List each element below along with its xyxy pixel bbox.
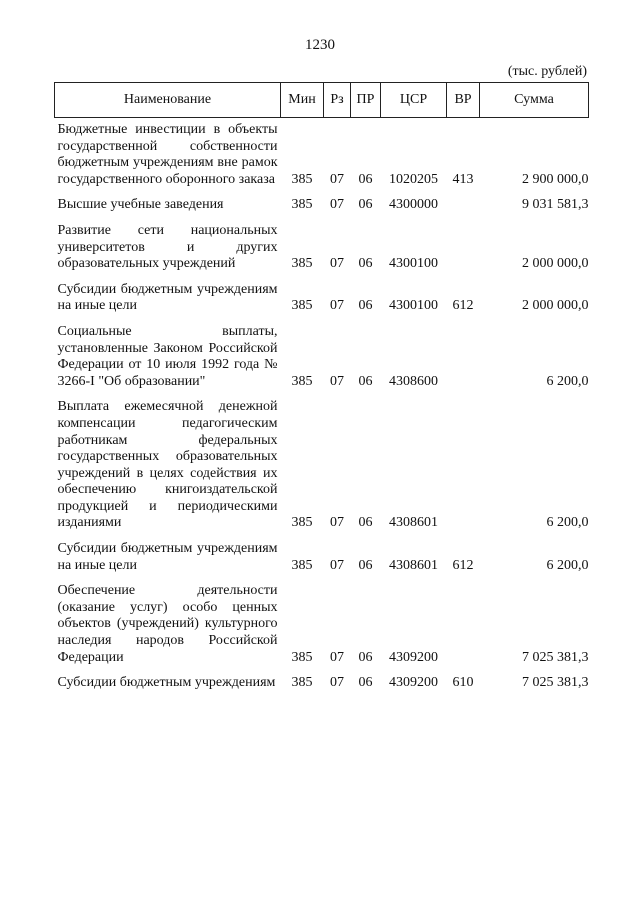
row-rz: 07	[330, 649, 344, 665]
row-sum: 2 000 000,0	[522, 298, 589, 314]
row-min: 385	[291, 373, 313, 389]
row-min: 385	[291, 649, 313, 665]
row-rz: 07	[330, 675, 344, 691]
row-pr: 06	[358, 515, 373, 531]
table-row	[55, 320, 589, 395]
row-pr: 06	[358, 171, 373, 187]
row-rz: 07	[330, 298, 344, 314]
row-csr: 4308601	[389, 557, 438, 573]
row-csr: 4309200	[389, 675, 438, 691]
row-pr: 06	[358, 256, 373, 272]
row-csr: 4300100	[389, 298, 438, 314]
row-rz: 07	[330, 557, 344, 573]
row-name: Субсидии бюджетным учреждениям на иные цели	[57, 281, 278, 314]
row-min: 385	[291, 557, 313, 573]
row-rz: 07	[330, 171, 344, 187]
header-csr: ЦСР	[381, 83, 447, 118]
units-label: (тыс. рублей)	[507, 64, 587, 79]
row-rz: 07	[330, 256, 344, 272]
header-sum: Сумма	[480, 83, 589, 118]
row-pr: 06	[358, 298, 373, 314]
row-vr	[447, 193, 480, 219]
header-name: Наименование	[55, 83, 281, 118]
header-vr: ВР	[447, 83, 480, 118]
row-vr: 612	[452, 557, 474, 573]
header-rz: Рз	[324, 83, 351, 118]
row-pr: 06	[358, 557, 373, 573]
row-name: Бюджетные инвестиции в объекты государственной собственности бюджетным учреждениям вне рамок государственного оборонного заказа	[57, 122, 278, 187]
table-row	[55, 219, 589, 278]
row-min: 385	[291, 197, 313, 213]
table-row	[55, 671, 589, 697]
row-name: Развитие сети национальных университетов и других образовательных учреждений	[57, 222, 278, 272]
budget-table	[54, 82, 589, 697]
table-row	[55, 537, 589, 579]
header-min: Мин	[281, 83, 324, 118]
row-name: Обеспечение деятельности (оказание услуг) особо ценных объектов (учреждений) культурного наследия народов Российской Федерации	[57, 583, 278, 665]
row-vr	[447, 395, 480, 537]
row-csr: 4300100	[389, 256, 438, 272]
row-sum: 2 000 000,0	[522, 256, 589, 272]
row-min: 385	[291, 515, 313, 531]
row-pr: 06	[358, 373, 373, 389]
row-rz: 07	[330, 515, 344, 531]
row-csr: 4308600	[389, 373, 438, 389]
page-number: 1230	[305, 37, 335, 53]
header-pr: ПР	[351, 83, 381, 118]
row-sum: 6 200,0	[546, 557, 589, 573]
row-name: Субсидии бюджетным учреждениям на иные цели	[57, 541, 278, 573]
row-pr: 06	[358, 675, 373, 691]
row-rz: 07	[330, 197, 344, 213]
table-row	[55, 579, 589, 671]
row-csr: 4300000	[389, 197, 438, 213]
row-sum: 2 900 000,0	[522, 171, 589, 187]
row-name: Субсидии бюджетным учреждениям	[57, 675, 276, 691]
table-row	[55, 278, 589, 320]
row-csr: 4308601	[389, 515, 438, 531]
row-vr	[447, 219, 480, 278]
row-name: Социальные выплаты, установленные Законом Российской Федерации от 10 июля 1992 года № 3266-I "Об образовании"	[57, 323, 278, 389]
row-min: 385	[291, 675, 313, 691]
row-sum: 6 200,0	[546, 515, 589, 531]
row-sum: 7 025 381,3	[522, 675, 589, 691]
row-sum: 6 200,0	[546, 373, 589, 389]
row-sum: 7 025 381,3	[522, 649, 589, 665]
row-vr: 610	[452, 675, 474, 691]
row-name: Высшие учебные заведения	[57, 197, 224, 213]
table-row	[55, 118, 589, 194]
row-pr: 06	[358, 649, 373, 665]
row-vr: 612	[452, 298, 474, 314]
row-pr: 06	[358, 197, 373, 213]
row-vr	[447, 579, 480, 671]
row-min: 385	[291, 171, 313, 187]
row-min: 385	[291, 256, 313, 272]
table-row	[55, 193, 589, 219]
row-csr: 1020205	[389, 171, 438, 187]
table-row	[55, 395, 589, 537]
row-rz: 07	[330, 373, 344, 389]
row-vr	[447, 320, 480, 395]
row-name: Выплата ежемесячной денежной компенсации педагогическим работникам федеральных государственных образовательных учреждений в целях содействия их обеспечению книгоиздательской продукцией и периодическими изданиями	[57, 399, 278, 531]
row-min: 385	[291, 298, 313, 314]
table-header-row	[55, 83, 589, 118]
row-vr: 413	[452, 171, 474, 187]
row-sum: 9 031 581,3	[522, 197, 589, 213]
row-csr: 4309200	[389, 649, 438, 665]
